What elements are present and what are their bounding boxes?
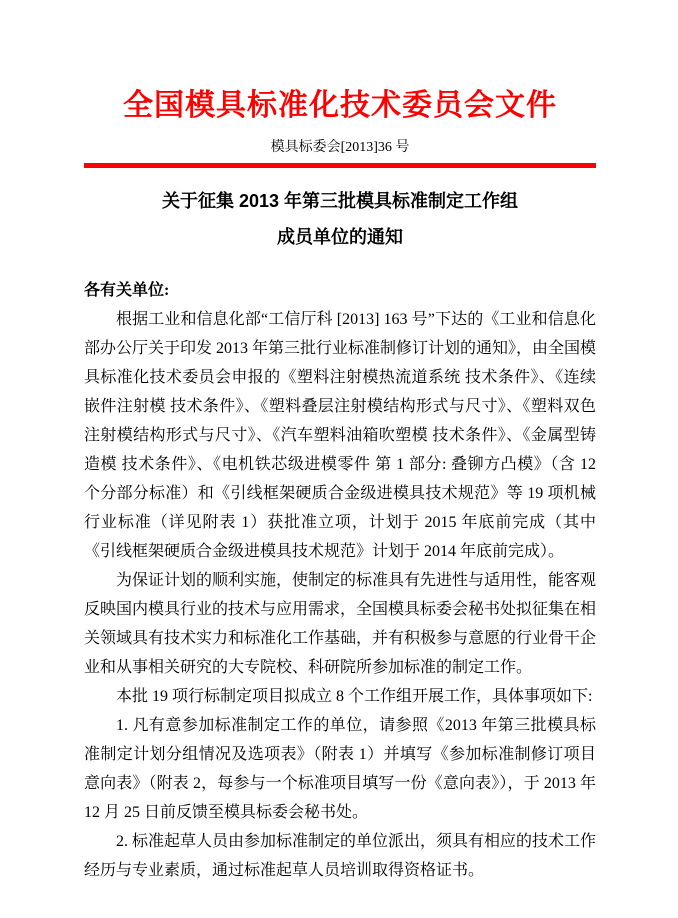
body-paragraph: 本批 19 项行标制定项目拟成立 8 个工作组开展工作，具体事项如下:: [116, 688, 593, 705]
document-title-line-1: 关于征集 2013 年第三批模具标准制定工作组: [161, 191, 519, 211]
salutation: 各有关单位:: [84, 282, 170, 299]
document-body: [84, 305, 596, 885]
document-title-line-2: 成员单位的通知: [277, 227, 403, 247]
body-paragraph-numbered-item-1: 1. 凡有意参加标准制定工作的单位，请参照《2013 年第三批模具标准制定计划分组情况及选项表》（附表 1）并填写《参加标准制修订项目意向表》（附表 2，每参与一个标准项目填写一份《意向表》），于 2013 年 12 月 25 日前反馈至模具标委会秘书处。: [84, 717, 596, 821]
body-paragraph: 为保证计划的顺利实施，使制定的标准具有先进性与适用性，能客观反映国内模具行业的技术与应用需求，全国模具标委会秘书处拟征集在相关领域具有技术实力和标准化工作基础，并有积极参与意愿的行业骨干企业和从事相关研究的大专院校、科研院所参加标准的制定工作。: [84, 572, 597, 676]
document-title: [84, 183, 596, 255]
org-header-title: 全国模具标准化技术委员会文件: [123, 89, 557, 122]
body-paragraph-numbered-item-2: 2. 标准起草人员由参加标准制定的单位派出，须具有相应的技术工作经历与专业素质，通过标准起草人员培训取得资格证书。: [84, 833, 597, 879]
header-divider-line: [84, 163, 596, 168]
doc-number: 模具标委会[2013]36 号: [270, 140, 410, 155]
body-paragraph: 根据工业和信息化部“工信厅科 [2013] 163 号”下达的《工业和信息化部办公厅关于印发 2013 年第三批行业标准制修订计划的通知》，由全国模具标准化技术委员会申报的《塑料注射模热流道系统 技术条件》、《连续嵌件注射模 技术条件》、《塑料叠层注射模结构形式与尺寸》、《塑料双色注射模结构形式与尺寸》、《汽车塑料油箱吹塑模 技术条件》、《金属型铸造模 技术条件》、《电机铁芯级进模零件 第 1 部分: 叠铆方凸模》（含 12 个分部分标准）和《引线框架硬质合金级进模具技术规范》等 19 项机械行业标准（详见附表 1）获批准立项，计划于 2015 年底前完成（其中《引线框架硬质合金级进模具技术规范》计划于 2014 年底前完成）。: [84, 311, 597, 560]
